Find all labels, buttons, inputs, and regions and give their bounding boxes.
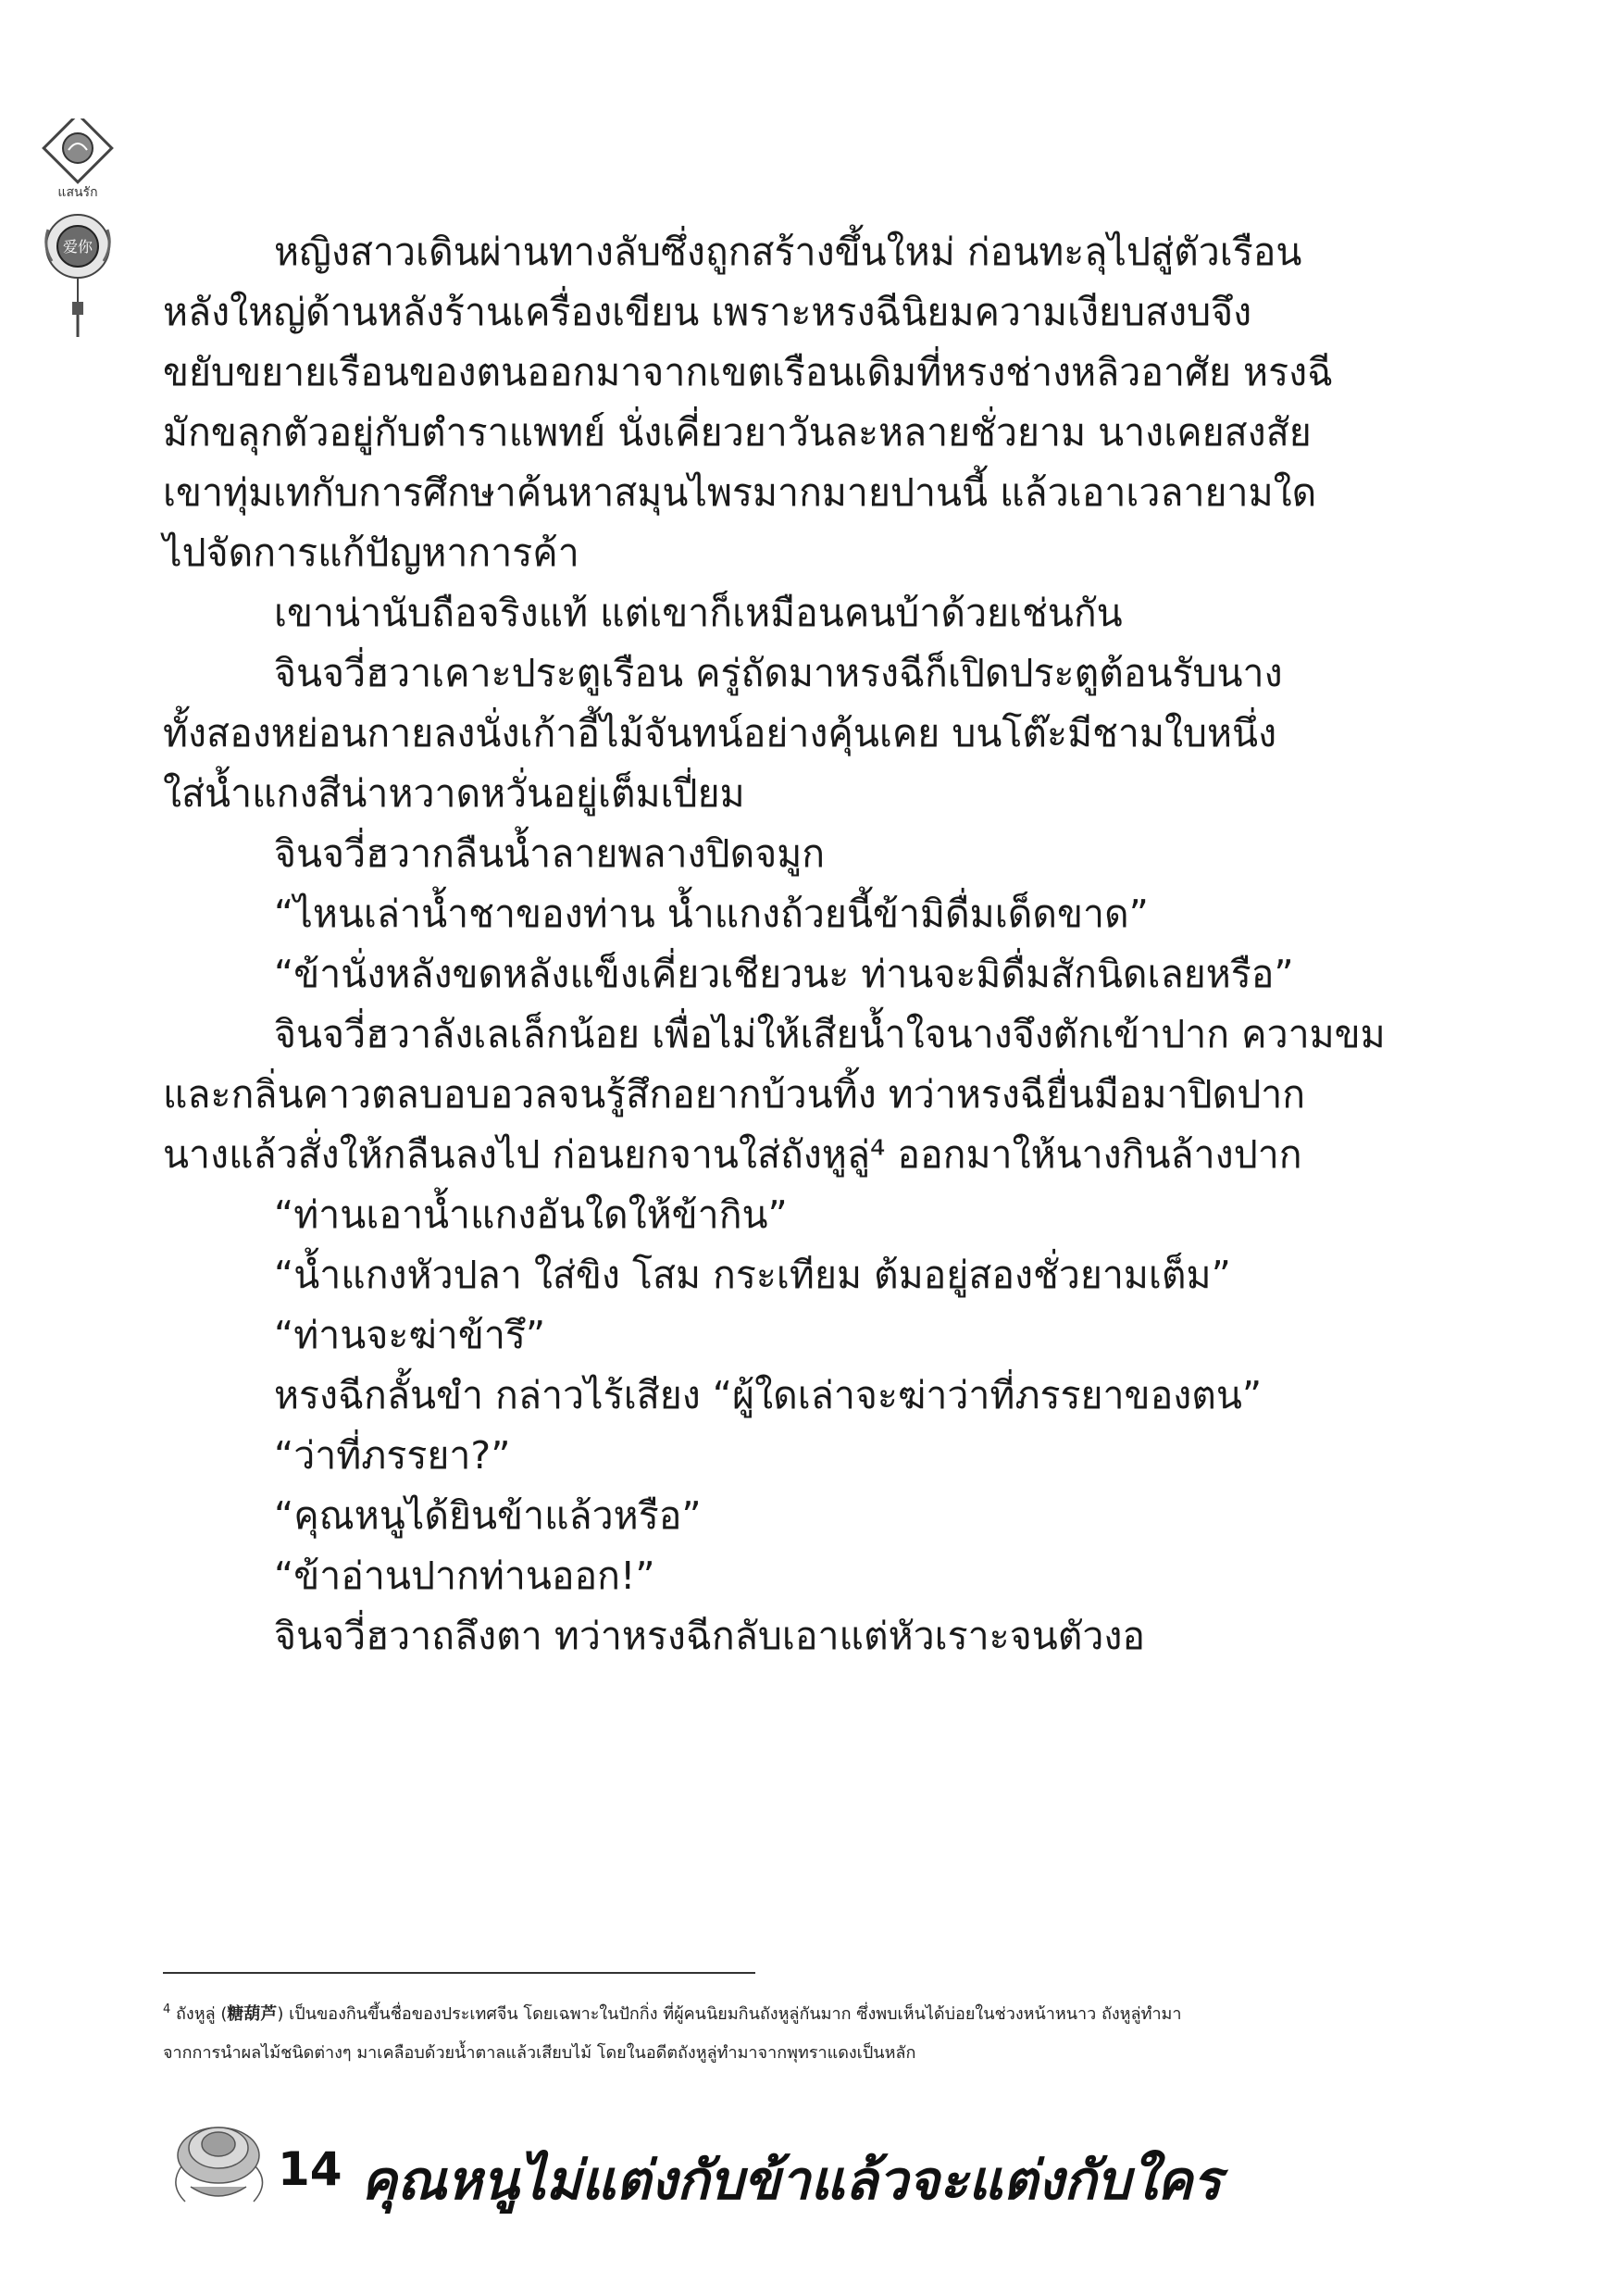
footnote-marker: 4 <box>163 2003 171 2016</box>
footnote-term: ถังหูลู่ <box>176 2004 216 2024</box>
body-line: “คุณหนูได้ยินข้าแล้วหรือ” <box>274 1493 702 1538</box>
body-line: หลังใหญ่ด้านหลังร้านเครื่องเขียน เพราะหรงฉีนิยมความเงียบสงบจึง <box>163 290 1252 334</box>
footnote-line-1: $^4$ ถังหูลู่ (糖葫芦) เป็นของกินขึ้นชื่อของประเทศจีน โดยเฉพาะในปักกิ่ง ที่ผู้คนนิยมกินถังหูลู่กันมาก ซึ่งพบเห็นได้บ่อยในช่วงหน้าหนาว ถังหูลู่ทำมา <box>163 2003 1182 2024</box>
body-line: นางแล้วสั่งให้กลืนลงไป ก่อนยกจานใส่ถังหูลู่⁴ ออกมาให้นางกินล้างปาก <box>163 1132 1302 1177</box>
body-line: “ไหนเล่าน้ำชาของท่าน น้ำแกงถ้วยนี้ข้ามิดื่มเด็ดขาด” <box>274 892 1149 936</box>
footnote-term-cn: 糖葫芦 <box>227 2004 278 2024</box>
body-line: และกลิ่นคาวตลบอบอวลจนรู้สึกอยากบ้วนทิ้ง ทว่าหรงฉียื่นมือมาปิดปาก <box>163 1072 1306 1117</box>
body-line: จินจวี่ฮวาลังเลเล็กน้อย เพื่อไม่ให้เสียน้ำใจนางจึงตักเข้าปาก ความขม <box>274 1012 1386 1056</box>
body-line: “ท่านเอาน้ำแกงอันใดให้ข้ากิน” <box>274 1192 788 1237</box>
body-line: ใส่น้ำแกงสีน่าหวาดหวั่นอยู่เต็มเปี่ยม <box>163 771 745 816</box>
body-text <box>163 222 1386 1666</box>
footnote-divider <box>163 1972 755 1974</box>
body-line: ขยับขยายเรือนของตนออกมาจากเขตเรือนเดิมที่หรงช่างหลิวอาศัย หรงฉี <box>163 350 1334 394</box>
body-line: มักขลุกตัวอยู่กับตำราแพทย์ นั่งเคี่ยวยาวันละหลายชั่วยาม นางเคยสงสัย <box>163 410 1312 455</box>
emblem-label: แสนรัก <box>57 185 98 200</box>
body-line: หรงฉีกลั้นขำ กล่าวไร้เสียง “ผู้ใดเล่าจะฆ่าว่าที่ภรรยาของตน” <box>274 1373 1263 1417</box>
body-line: “ข้านั่งหลังขดหลังแข็งเคี่ยวเชียวนะ ท่านจะมิดื่มสักนิดเลยหรือ” <box>274 952 1294 996</box>
body-line: “น้ำแกงหัวปลา ใส่ขิง โสม กระเทียม ต้มอยู่สองชั่วยามเต็ม” <box>274 1253 1231 1297</box>
body-line: “ข้าอ่านปากท่านออก!” <box>274 1554 655 1598</box>
body-line: จินจวี่ฮวาเคาะประตูเรือน ครู่ถัดมาหรงฉีก็เปิดประตูต้อนรับนาง <box>274 651 1283 695</box>
body-line: จินจวี่ฮวากลืนน้ำลายพลางปิดจมูก <box>274 831 826 876</box>
page-footer <box>163 2102 1357 2213</box>
page-number: 14 <box>278 2142 342 2196</box>
footnote-text-2: จากการนำผลไม้ชนิดต่างๆ มาเคลือบด้วยน้ำตาลแล้วเสียบไม้ โดยในอดีตถังหูลู่ทำมาจากพุทราแดงเป็นหลัก <box>163 2043 916 2063</box>
peony-ornament-icon <box>163 2102 292 2213</box>
footnote <box>163 1990 1357 2073</box>
body-line: หญิงสาวเดินผ่านทางลับซึ่งถูกสร้างขึ้นใหม่ ก่อนทะลุไปสู่ตัวเรือน <box>274 230 1302 274</box>
body-line: เขาน่านับถือจริงแท้ แต่เขาก็เหมือนคนบ้าด้วยเช่นกัน <box>274 591 1123 635</box>
body-line: “ว่าที่ภรรยา?” <box>274 1433 511 1478</box>
book-title: คุณหนูไม่แต่งกับข้าแล้วจะแต่งกับใคร <box>361 2149 1222 2212</box>
body-line: ไปจัดการแก้ปัญหาการค้า <box>163 530 579 575</box>
footnote-text-1: เป็นของกินขึ้นชื่อของประเทศจีน โดยเฉพาะในปักกิ่ง ที่ผู้คนนิยมกินถังหูลู่กันมาก ซึ่งพบเห็นได้บ่อยในช่วงหน้าหนาว ถังหูลู่ทำมา <box>289 2004 1182 2024</box>
publisher-emblem <box>41 119 115 341</box>
emblem-graphic <box>41 119 115 341</box>
body-line: “ท่านจะฆ่าข้ารึ” <box>274 1313 546 1357</box>
body-line: ทั้งสองหย่อนกายลงนั่งเก้าอี้ไม้จันทน์อย่างคุ้นเคย บนโต๊ะมีชามใบหนึ่ง <box>163 711 1277 755</box>
emblem-seal-text: 爱你 <box>62 238 93 256</box>
body-line: เขาทุ่มเทกับการศึกษาค้นหาสมุนไพรมากมายปานนี้ แล้วเอาเวลายามใด <box>163 470 1317 515</box>
body-line: จินจวี่ฮวาถลึงตา ทว่าหรงฉีกลับเอาแต่หัวเราะจนตัวงอ <box>274 1614 1146 1658</box>
